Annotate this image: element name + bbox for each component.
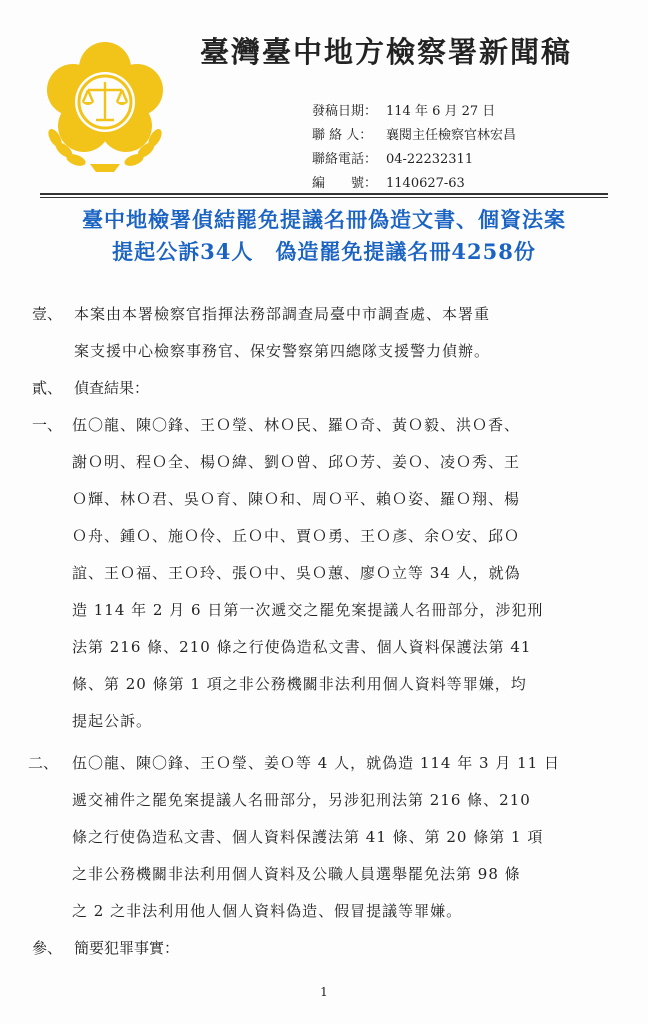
meta-label: 聯 絡 人： (312, 128, 373, 143)
item-1-line: 謝Ｏ明、程Ｏ全、楊Ｏ緯、劉Ｏ曾、邱Ｏ芳、姜Ｏ、凌Ｏ秀、王 (72, 453, 521, 471)
section-1-line: 案支援中心檢察事務官、保安警察第四總隊支援警力偵辦。 (74, 342, 491, 360)
headline-line-2: 提起公訴34人 偽造罷免提議名冊4258份 (112, 239, 536, 264)
item-1-line: 誼、王Ｏ福、王Ｏ玲、張Ｏ中、吳Ｏ蕙、廖Ｏ立等 34 人，就偽 (72, 564, 521, 582)
section-1-line: 本案由本署檢察官指揮法務部調查局臺中市調查處、本署重 (74, 305, 491, 323)
meta-value: 1140627-63 (386, 176, 465, 191)
prosecutors-office-emblem-logo (40, 40, 170, 175)
meta-value: 襄閱主任檢察官林宏昌 (386, 128, 517, 143)
meta-contact-person (312, 124, 516, 148)
press-release-meta (312, 100, 516, 196)
meta-contact-phone (312, 148, 516, 172)
item-1-line: 條、第 20 條第 1 項之非公務機關非法利用個人資料等罪嫌，均 (72, 675, 527, 693)
item-2-line: 之非公務機關非法利用個人資料及公職人員選舉罷免法第 98 條 (72, 865, 521, 883)
item-1-marker: 一、 (32, 416, 63, 434)
item-2-line: 條之行使偽造私文書、個人資料保護法第 41 條、第 20 條第 1 項 (72, 828, 544, 846)
item-2-line: 遞交補件之罷免案提議人名冊部分，另涉犯刑法第 216 條、210 (72, 791, 531, 809)
item-1-line: Ｏ舟、鍾Ｏ、施Ｏ伶、丘Ｏ中、賈Ｏ勇、王Ｏ彥、余Ｏ安、邱Ｏ (72, 527, 521, 545)
meta-value: 04-22232311 (386, 152, 474, 167)
item-1-line: 提起公訴。 (72, 712, 153, 730)
item-1-line: 造 114 年 2 月 6 日第一次遞交之罷免案提議人名冊部分，涉犯刑 (72, 601, 544, 619)
header-divider-thin (40, 197, 608, 198)
meta-release-date (312, 100, 516, 124)
item-2-marker: 二、 (28, 754, 59, 772)
section-3-title: 簡要犯罪事實： (74, 939, 180, 957)
meta-label: 聯絡電話： (312, 152, 378, 167)
page-number: 1 (320, 985, 328, 999)
item-2-line: 之 2 之非法利用他人個人資料偽造、假冒提議等罪嫌。 (72, 902, 463, 920)
meta-label: 發稿日期： (312, 104, 378, 119)
section-3-marker: 參、 (32, 939, 63, 957)
item-1-line: 法第 216 條、210 條之行使偽造私文書、個人資料保護法第 41 (72, 638, 532, 656)
item-1-line: 伍〇龍、陳〇鋒、王Ｏ瑩、林Ｏ民、羅Ｏ奇、黃Ｏ毅、洪Ｏ香、 (72, 416, 521, 434)
section-1-marker: 壹、 (32, 305, 63, 323)
item-2-line: 伍〇龍、陳〇鋒、王Ｏ瑩、姜Ｏ等 4 人，就偽造 114 年 3 月 11 日 (72, 754, 560, 772)
meta-label: 編 號： (312, 176, 378, 191)
meta-value: 114 年 6 月 27 日 (386, 104, 496, 119)
headline-line-1: 臺中地檢署偵結罷免提議名冊偽造文書、個資法案 (82, 207, 566, 232)
press-release-org-title: 臺灣臺中地方檢察署新聞稿 (200, 35, 573, 69)
header-divider-thick (40, 193, 608, 195)
section-2-marker: 貳、 (32, 379, 63, 397)
item-1-line: Ｏ輝、林Ｏ君、吳Ｏ育、陳Ｏ和、周Ｏ平、賴Ｏ姿、羅Ｏ翔、楊 (72, 490, 521, 508)
section-2-title: 偵查結果： (74, 379, 150, 397)
